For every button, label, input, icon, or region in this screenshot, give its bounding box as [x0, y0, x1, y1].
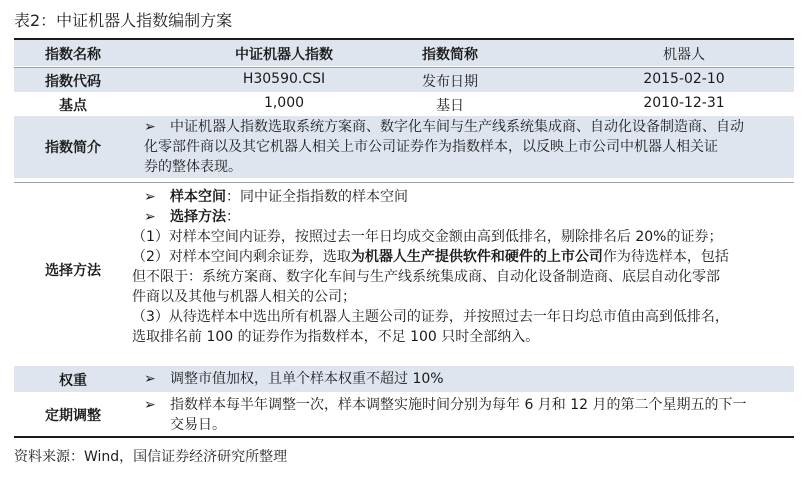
selection-method-sublabel: 选择方法 [170, 209, 226, 225]
step-2-line-2: 但不限于：系统方案商、数字化车间与生产线系统集成商、自动化设备制造商、底层自动化零部 [132, 269, 720, 285]
row-selection-method [14, 184, 794, 356]
intro-line-3: 券的整体表现。 [144, 159, 242, 175]
sample-space-label: 样本空间 [170, 189, 226, 205]
periodic-adjustment-text: ➢ 指数样本每半年调整一次，样本调整实施时间分别为每年 6 月和 12 月的第二个星期五的下一 交易日。 [144, 397, 747, 433]
bullet-icon: ➢ [144, 371, 156, 387]
intro-line-2: 化零部件商以及其它机器人相关上市公司证券作为指数样本，以反映上市公司中机器人相关证 [144, 139, 718, 155]
sample-space-text: ：同中证全指指数的样本空间 [226, 189, 408, 205]
periodic-adjustment-label: 定期调整 [45, 408, 101, 424]
row-periodic-adjustment [14, 392, 794, 436]
base-date-value: 2010-12-31 [643, 95, 725, 111]
index-short-value: 机器人 [663, 47, 705, 63]
publish-date-value: 2015-02-10 [643, 71, 725, 87]
source-note: 资料来源：Wind，国信证券经济研究所整理 [14, 449, 288, 465]
row-index-code [14, 68, 794, 92]
selection-steps [132, 227, 788, 347]
weight-text: ➢ 调整市值加权，且单个样本权重不超过 10% [144, 371, 444, 387]
row-base-point [14, 92, 794, 116]
step-3-line-2: 选取排名前 100 的证券作为指数样本，不足 100 只时全部纳入。 [132, 329, 540, 345]
selection-method-text [144, 187, 784, 227]
index-short-label: 指数简称 [422, 47, 478, 63]
index-code-value: H30590.CSI [242, 71, 326, 87]
index-intro-label: 指数简介 [45, 140, 101, 156]
intro-line-1: 中证机器人指数选取系统方案商、数字化车间与生产线系统集成商、自动化设备制造商、自动 [170, 119, 744, 135]
step-2-highlight: 为机器人生产提供软件和硬件的上市公司 [350, 249, 603, 265]
index-name-label: 指数名称 [45, 47, 101, 63]
selection-method-colon: ： [226, 209, 240, 225]
step-3-line-1: （3）从待选样本中选出所有机器人主题公司的证券，并按照过去一年日均总市值由高到低排名， [132, 309, 729, 325]
index-intro-text [144, 117, 784, 177]
bullet-icon: ➢ [144, 209, 156, 225]
index-code-label: 指数代码 [45, 74, 101, 90]
divider [14, 182, 794, 183]
weight-label: 权重 [59, 373, 87, 389]
bullet-icon: ➢ [144, 119, 156, 135]
step-1: （1）对样本空间内证券，按照过去一年日均成交金额由高到低排名，剔除排名后 20%的证券； [132, 229, 723, 245]
row-index-name [14, 40, 794, 66]
index-name-value: 中证机器人指数 [235, 47, 333, 63]
step-2: （2）对样本空间内剩余证券，选取为机器人生产提供软件和硬件的上市公司作为待选样本，包括 [132, 249, 729, 265]
publish-date-label: 发布日期 [422, 74, 478, 90]
base-point-value: 1,000 [263, 95, 305, 111]
bullet-icon: ➢ [144, 397, 156, 413]
base-date-label: 基日 [436, 98, 464, 114]
row-weight [14, 366, 794, 392]
table-bottom-rule [14, 436, 794, 438]
bullet-icon: ➢ [144, 189, 156, 205]
selection-method-label: 选择方法 [45, 263, 101, 279]
table-title: 表2：中证机器人指数编制方案 [14, 11, 233, 30]
step-2-line-3: 件商以及其他与机器人相关的公司； [132, 289, 356, 305]
base-point-label: 基点 [59, 98, 87, 114]
row-index-intro [14, 116, 794, 178]
